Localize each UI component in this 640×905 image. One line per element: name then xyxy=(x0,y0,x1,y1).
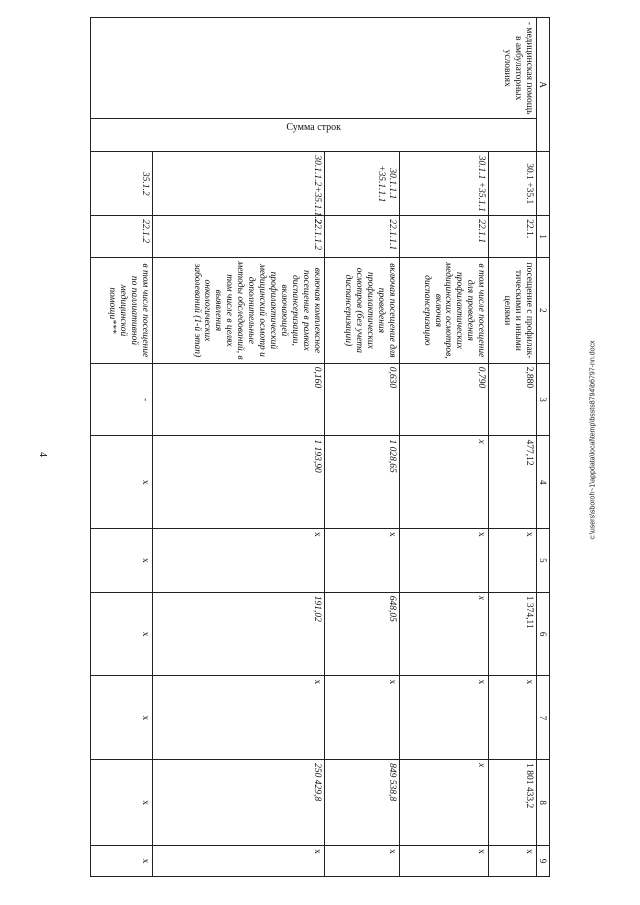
cell-1: 22.1.1.2 xyxy=(152,216,324,258)
cell-8: x xyxy=(400,760,489,846)
cell-9: x xyxy=(324,846,399,877)
cell-8: 849 538,8 xyxy=(324,760,399,846)
column-header-1: 1 xyxy=(537,216,550,258)
cell-6: 648,05 xyxy=(324,592,399,676)
cell-1: 22.1.1.1 xyxy=(324,216,399,258)
cell-3: 0,790 xyxy=(400,363,489,436)
cell-9: x xyxy=(152,846,324,877)
cell-4: 1 028,65 xyxy=(324,436,399,529)
cell-4: 477,12 xyxy=(489,436,537,529)
column-header-3: 3 xyxy=(537,363,550,436)
cell-9: x xyxy=(91,846,153,877)
cell-5: x xyxy=(152,528,324,592)
group-label: - медицинская помощь в амбулаторных условиях xyxy=(91,18,537,119)
cell-a: 30.1.1.2+35.1.1.2 xyxy=(152,152,324,216)
cell-a: 30.1.1 +35.1.1 xyxy=(400,152,489,216)
cell-2: включая комплексное посещение в рамках диспансеризации, включающей профилактический медицинский осмотр и дополнительные методы обследований, в том числе в целях выявления онкологических заболеваний (1-й этап) xyxy=(152,258,324,364)
cell-2: в том числе посещение по паллиативной медицинской помощи*** xyxy=(91,258,153,364)
cell-5: x xyxy=(324,528,399,592)
cell-4: x xyxy=(91,436,153,529)
sum-label-cell xyxy=(91,119,537,152)
cell-1: 22.1.1 xyxy=(400,216,489,258)
cell-6: x xyxy=(400,592,489,676)
cell-a: 35.1.2 xyxy=(91,152,153,216)
cell-8: 1 801 433,2 xyxy=(489,760,537,846)
column-header-4: 4 xyxy=(537,436,550,529)
cell-a: 30.1.1.1 +35.1.1.1 xyxy=(324,152,399,216)
cell-6: x xyxy=(91,592,153,676)
column-header-a: A xyxy=(537,18,550,152)
cell-7: x xyxy=(400,676,489,760)
cell-a: 30.1 +35.1 xyxy=(489,152,537,216)
cell-8: 250 429,8 xyxy=(152,760,324,846)
column-header-5: 5 xyxy=(537,528,550,592)
cell-7: x xyxy=(152,676,324,760)
cell-3: 0,630 xyxy=(324,363,399,436)
cell-8: x xyxy=(91,760,153,846)
cell-3: 2,880 xyxy=(489,363,537,436)
cell-1: 22.1. xyxy=(489,216,537,258)
cell-2: посещение с профилак-тическими и иными целями xyxy=(489,258,537,364)
column-header-2: 2 xyxy=(537,258,550,364)
column-header-blank xyxy=(537,152,550,216)
sum-label: Сумма строк xyxy=(286,122,341,134)
column-header-7: 7 xyxy=(537,676,550,760)
cell-2: включая посещение для проведения профилактических осмотров (без учета диспансеризации) xyxy=(324,258,399,364)
cell-3: 0,160 xyxy=(152,363,324,436)
cell-5: x xyxy=(489,528,537,592)
cell-7: x xyxy=(91,676,153,760)
column-header-6: 6 xyxy=(537,592,550,676)
cell-3: - xyxy=(91,363,153,436)
cell-5: x xyxy=(400,528,489,592)
cell-7: x xyxy=(489,676,537,760)
page-number: 4 xyxy=(37,452,48,457)
cell-6: 191,02 xyxy=(152,592,324,676)
cell-4: x xyxy=(400,436,489,529)
cell-6: 1 374,11 xyxy=(489,592,537,676)
data-table xyxy=(90,17,550,877)
table-row xyxy=(489,18,537,877)
column-header-row xyxy=(537,18,550,877)
column-header-8: 8 xyxy=(537,760,550,846)
cell-2: в том числе посещение для проведения профилактических медицинских осмотров, включая диспансеризацию xyxy=(400,258,489,364)
cell-7: x xyxy=(324,676,399,760)
cell-4: 1 193,90 xyxy=(152,436,324,529)
rotated-table-wrapper xyxy=(90,17,550,877)
column-header-9: 9 xyxy=(537,846,550,877)
cell-9: x xyxy=(489,846,537,877)
footer-file-path: c:\users\sboroh~1\appdata\local\temp\bssts8794\b6797-nn.docx xyxy=(589,340,597,540)
cell-1: 22.1.2 xyxy=(91,216,153,258)
cell-9: x xyxy=(400,846,489,877)
cell-5: x xyxy=(91,528,153,592)
